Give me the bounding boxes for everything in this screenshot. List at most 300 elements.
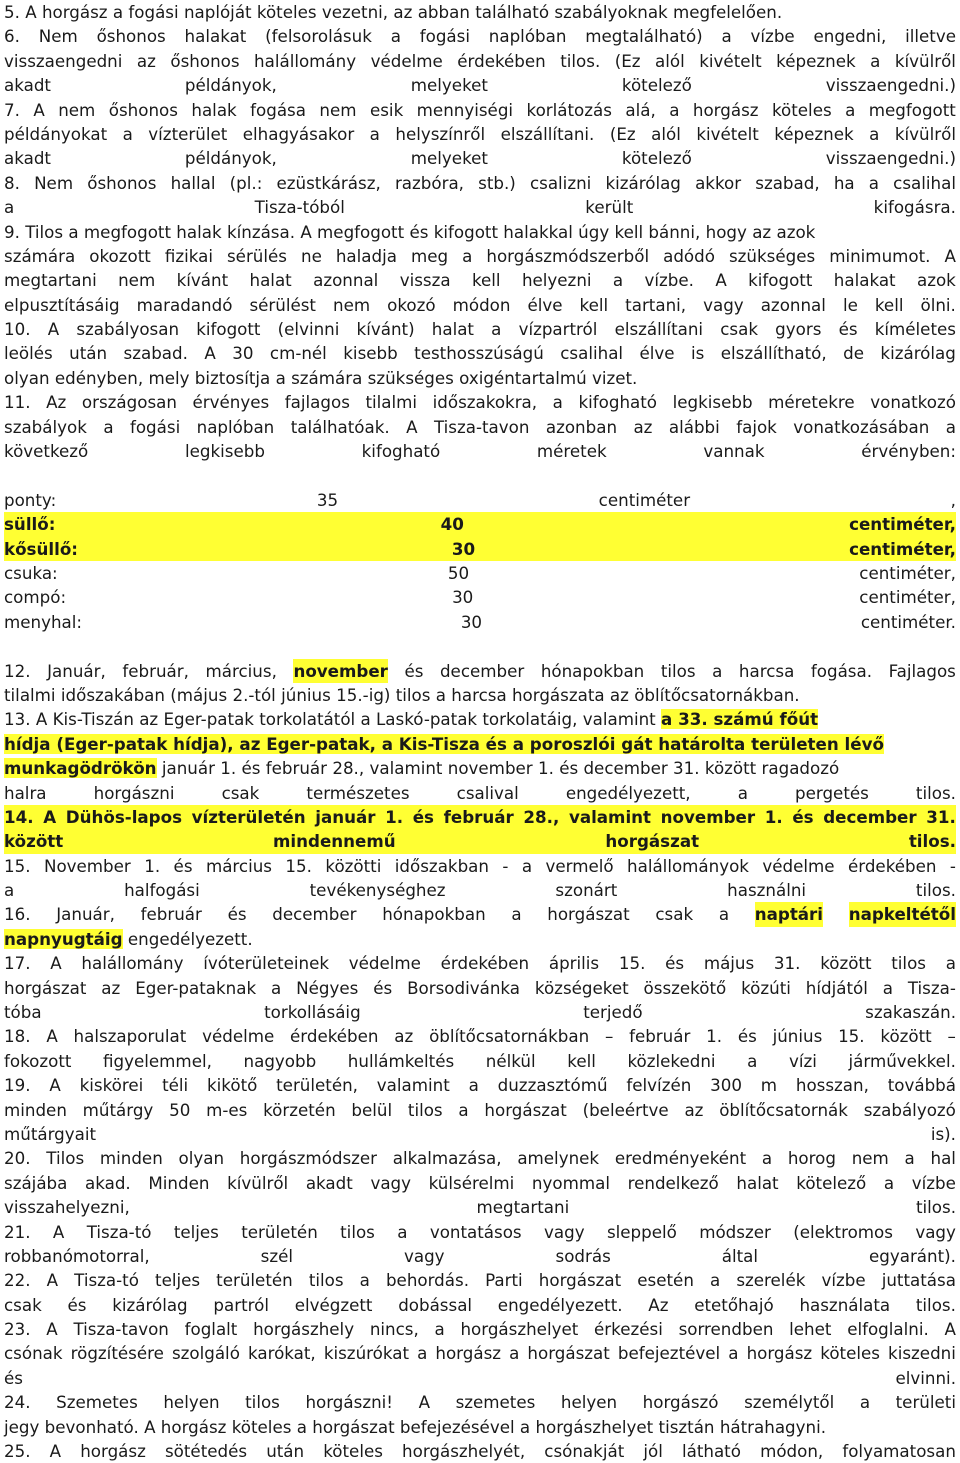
word: szájába <box>4 1172 68 1193</box>
word: elhagyásakor <box>242 123 355 144</box>
word: kell <box>471 270 501 291</box>
word: kifogásra. <box>873 197 956 218</box>
word: és <box>173 855 193 876</box>
word: méretek <box>536 441 607 462</box>
word: 28., <box>523 806 560 827</box>
word: nem <box>58 99 96 120</box>
word: számára <box>4 245 76 266</box>
word: horgászat <box>484 1099 567 1120</box>
word: fizikai <box>164 245 213 266</box>
text-segment: 5. A horgász a fogási naplóját köteles vezetni, az abban található szabályoknak megfelelően. <box>4 2 783 22</box>
word: Tisza-tó <box>86 1221 152 1242</box>
word: országosan <box>81 392 177 413</box>
word: szabályosan <box>76 319 180 340</box>
word: csak <box>221 782 260 803</box>
word: nagyobb <box>243 1050 317 1071</box>
word: amelynek <box>517 1148 600 1169</box>
word: csak <box>655 904 694 925</box>
word: eredményeként <box>614 1148 747 1169</box>
word: a <box>904 1148 915 1169</box>
word: halat <box>431 319 474 340</box>
word: a <box>870 50 881 71</box>
word: vízbe <box>911 1172 956 1193</box>
word: süllő: <box>4 514 56 535</box>
word: a <box>712 660 723 681</box>
word: a <box>552 392 563 413</box>
word: halak <box>191 99 237 120</box>
word: A <box>204 343 216 364</box>
highlighted-text: munkagödrökön <box>4 758 157 779</box>
text-line <box>4 293 956 317</box>
word: területén <box>241 1221 318 1242</box>
word: kell <box>579 294 609 315</box>
word: módon, <box>760 1441 824 1462</box>
word: kívülről <box>894 50 956 71</box>
word: maradandó <box>136 294 233 315</box>
word: compó: <box>4 587 67 608</box>
word: haladja <box>335 245 397 266</box>
word: járművekkel. <box>848 1050 956 1071</box>
word: a <box>511 904 522 925</box>
word: is). <box>930 1123 956 1144</box>
text-line <box>4 927 956 951</box>
word: tilos. <box>915 782 956 803</box>
word: téli <box>162 1075 189 1096</box>
word: csalihal <box>893 172 956 193</box>
word: tilos <box>891 953 926 974</box>
word: március, <box>205 660 277 681</box>
word: védelme <box>370 50 443 71</box>
word: napkeltétől <box>849 902 956 926</box>
word: A <box>46 1319 58 1340</box>
word: horgászat <box>547 904 630 925</box>
word: A <box>418 1392 430 1413</box>
word: vagy <box>915 1221 956 1242</box>
word: Tisza- <box>907 977 956 998</box>
word: február <box>443 806 514 827</box>
text-line <box>4 1244 956 1268</box>
word: elszállítani <box>614 319 704 340</box>
word: vonatkozó <box>870 392 956 413</box>
word: helyszínről <box>395 123 486 144</box>
blank-line <box>4 463 956 487</box>
word: centiméter. <box>860 611 956 632</box>
word: vízterületén <box>191 806 306 827</box>
word: természetes <box>306 782 410 803</box>
word: által <box>721 1245 759 1266</box>
word: alá, <box>625 99 656 120</box>
word: 14. <box>4 806 34 827</box>
word: őshonos <box>87 172 157 193</box>
text-segment: 9. Tilos a megfogott halak kínzása. A megfogott és kifogott halakkal úgy kell bánni, hogy az azok <box>4 221 816 242</box>
word: a <box>369 123 380 144</box>
word: Tisza-tó <box>74 1270 139 1291</box>
word: 12. <box>4 660 31 681</box>
word: fajok <box>736 416 777 437</box>
word: után <box>266 1441 305 1462</box>
blank-line <box>4 634 956 658</box>
word: 15. <box>4 855 31 876</box>
word: elvinni. <box>895 1367 956 1388</box>
word: kifogható <box>361 441 441 462</box>
word: példányokat <box>4 123 108 144</box>
word: szonárt <box>555 880 618 901</box>
word: érdekében <box>457 50 546 71</box>
word: ölni. <box>920 294 956 315</box>
word: a <box>434 1319 445 1340</box>
word: A <box>43 806 57 827</box>
word: közúti <box>741 977 791 998</box>
word: 11. <box>4 392 31 413</box>
word: Az <box>648 1294 669 1315</box>
text-line <box>4 1049 956 1073</box>
word: tilos <box>245 1392 280 1413</box>
word: 10. <box>4 319 31 340</box>
text-line <box>4 683 956 707</box>
word: robbanómotorral, <box>4 1245 150 1266</box>
word: olyan <box>178 1148 225 1169</box>
word: öblítőcsatornák <box>719 1099 848 1120</box>
word: érdekében <box>440 953 530 974</box>
word: nem <box>851 1148 889 1169</box>
word: rendelkező <box>627 1172 719 1193</box>
word: 15. <box>285 855 312 876</box>
word: fogása. <box>810 660 873 681</box>
word: érdekében <box>290 1026 379 1047</box>
text-line <box>4 49 956 73</box>
word: okozott <box>89 245 151 266</box>
word: műtárgyait <box>4 1123 97 1144</box>
word: kívánt <box>176 270 229 291</box>
word: - <box>949 855 956 876</box>
word: foglalt <box>184 1319 238 1340</box>
word: elszállítani. <box>500 123 595 144</box>
word: menyhal: <box>4 611 83 632</box>
word: horgászmódszerből <box>486 245 650 266</box>
word: képeznek <box>776 50 856 71</box>
word: január <box>315 806 376 827</box>
word: hullámkeltés <box>347 1050 455 1071</box>
word: az <box>101 977 121 998</box>
word: vermelő <box>545 855 614 876</box>
word: területén, <box>276 1075 358 1096</box>
word: hal <box>930 1148 956 1169</box>
word: vízi <box>789 1050 817 1071</box>
text-line <box>4 902 956 926</box>
word: vagy <box>544 1221 585 1242</box>
word: Január, <box>56 904 115 925</box>
word: halfogási <box>124 880 200 901</box>
word: tilos <box>340 1221 375 1242</box>
word: 40 <box>440 514 464 535</box>
text-line <box>4 390 956 414</box>
document-body <box>4 0 956 1463</box>
text-line <box>4 1195 956 1219</box>
word: módon <box>452 294 511 315</box>
word: vonatkozásában <box>793 416 930 437</box>
word: meg <box>411 245 449 266</box>
word: a <box>521 855 533 876</box>
word: sérülést <box>249 294 316 315</box>
word: valamint <box>376 1075 450 1096</box>
word: 15. <box>838 1026 865 1047</box>
word: m-es <box>206 1099 248 1120</box>
text-line <box>4 488 956 512</box>
word: csalihal <box>560 343 624 364</box>
word: szabad, <box>755 172 820 193</box>
word: a <box>728 1343 739 1364</box>
word: március <box>205 855 272 876</box>
word: - <box>502 855 509 876</box>
word: személytől <box>744 1392 835 1413</box>
word: visszaengedni.) <box>825 75 956 96</box>
word: és <box>412 806 434 827</box>
word: sorrendben <box>678 1319 774 1340</box>
word: cm-nél <box>269 343 327 364</box>
word: tilos <box>308 1270 344 1291</box>
word: találhatóak. <box>290 416 390 437</box>
word: Négyes <box>296 977 359 998</box>
word: a <box>747 1050 758 1071</box>
word: tilos. <box>560 50 601 71</box>
word: gyors <box>775 319 822 340</box>
word: juttatása <box>881 1270 956 1291</box>
word: Tisza-tóból <box>254 197 345 218</box>
text-line <box>4 1268 956 1292</box>
word: horgász <box>692 99 759 120</box>
word: ponty: <box>4 489 57 510</box>
word: fajlagos <box>284 392 350 413</box>
word: November <box>43 855 131 876</box>
word: 19. <box>4 1075 31 1096</box>
text-line <box>4 244 956 268</box>
text-line <box>4 1171 956 1195</box>
word: behordás. <box>385 1270 469 1291</box>
word: ezüstkárász, <box>276 172 381 193</box>
word: helyen <box>560 1392 618 1413</box>
word: tóba <box>4 1002 42 1023</box>
word: mindennemű <box>273 831 396 852</box>
word: torkollásáig <box>264 1002 361 1023</box>
word: 20. <box>4 1148 31 1169</box>
word: belül <box>351 1099 393 1120</box>
text-segment: jegy bevonható. A horgász köteles a horgászat befejezésével a horgászhelyet tisztán hátrahagyni. <box>4 1416 827 1437</box>
word: kifogott <box>196 319 261 340</box>
word: minden <box>99 1148 163 1169</box>
word: községeket <box>534 977 629 998</box>
word: kell <box>874 294 904 315</box>
word: egyaránt). <box>868 1245 956 1266</box>
word: hallal <box>170 172 216 193</box>
word: nem <box>333 294 371 315</box>
word: 17. <box>4 953 31 974</box>
word: fogási <box>129 416 181 437</box>
word: február, <box>122 660 189 681</box>
word: 30 <box>452 587 474 608</box>
word: került <box>585 197 634 218</box>
word: fokozott <box>4 1050 72 1071</box>
word: Nem <box>38 26 78 47</box>
word: és <box>373 977 393 998</box>
text-line <box>4 781 956 805</box>
word: kíméletes <box>874 319 956 340</box>
word: külsérelmi <box>428 1172 515 1193</box>
word: tilos <box>660 660 696 681</box>
word: példányok, <box>184 75 277 96</box>
word: a <box>710 1270 721 1291</box>
word: halállomány <box>254 50 357 71</box>
word: a <box>945 953 956 974</box>
word: védelme <box>762 855 835 876</box>
word: A <box>47 319 60 340</box>
word: A <box>406 416 418 437</box>
word: kötelező <box>621 75 692 96</box>
word: helyen <box>163 1392 220 1413</box>
word: is <box>690 343 705 364</box>
word: 50 <box>169 1099 191 1120</box>
word: és <box>67 1294 87 1315</box>
word: helyezni <box>521 270 592 291</box>
word: rögzítésére <box>70 1343 164 1364</box>
word: sleppelő <box>606 1221 677 1242</box>
word: után <box>69 343 108 364</box>
word: a <box>612 270 624 291</box>
word: horgászat <box>605 831 700 852</box>
word: (elvinni <box>277 319 340 340</box>
word: a <box>462 245 473 266</box>
word: horgászat <box>538 1270 622 1291</box>
text-line <box>4 585 956 609</box>
word: vissza <box>399 270 451 291</box>
word: de <box>843 343 864 364</box>
text-line <box>4 976 956 1000</box>
word: szabályok <box>4 416 87 437</box>
word: február <box>140 904 202 925</box>
word: visszaengedni <box>4 50 123 71</box>
word: december <box>823 806 917 827</box>
word: A <box>33 99 45 120</box>
word: használni <box>727 880 807 901</box>
word: kikötő <box>206 1075 258 1096</box>
word: területén <box>216 1270 293 1291</box>
word: vagy <box>370 1172 412 1193</box>
text-line <box>4 1000 956 1024</box>
word: Nem <box>34 172 74 193</box>
text-line <box>4 829 956 853</box>
text-line <box>4 0 956 24</box>
word: közlekedni <box>627 1050 716 1071</box>
word: 30 <box>232 343 254 364</box>
word: csak <box>720 319 758 340</box>
word: és <box>227 904 247 925</box>
word: következő <box>4 441 89 462</box>
word: horgászhely <box>253 1319 355 1340</box>
word: A <box>49 1075 61 1096</box>
word: duzzasztómű <box>497 1075 608 1096</box>
text-line <box>4 1073 956 1097</box>
text-line <box>4 512 956 536</box>
word: műtárgy <box>82 1099 154 1120</box>
word: illetve <box>905 26 956 47</box>
word: visszahelyezni, <box>4 1197 130 1218</box>
word: horgászni <box>93 782 175 803</box>
word: hónapokban <box>382 904 486 925</box>
word: minden <box>4 1099 67 1120</box>
text-line <box>4 756 956 780</box>
word: ívóterületeinek <box>203 953 330 974</box>
word: leölés <box>4 343 53 364</box>
word: elszállítható, <box>720 343 827 364</box>
text-line <box>4 1439 956 1463</box>
word: az <box>633 416 653 437</box>
word: között <box>880 1026 932 1047</box>
word: szél <box>260 1245 294 1266</box>
text-line <box>4 805 956 829</box>
word: kötelező <box>621 148 692 169</box>
word: csónak <box>4 1343 63 1364</box>
word: halat <box>736 1172 779 1193</box>
word: érvényes <box>192 392 270 413</box>
word: megtartani <box>4 270 97 291</box>
word: 23. <box>4 1319 31 1340</box>
word: vagy <box>403 1245 445 1266</box>
word: élve <box>639 343 675 364</box>
word: stb.) <box>478 172 516 193</box>
word: használata <box>799 1294 891 1315</box>
word: 15. <box>618 953 646 974</box>
word: akad. <box>85 1172 131 1193</box>
word: 31. <box>773 953 801 974</box>
word: és <box>737 1026 757 1047</box>
text-line <box>4 1220 956 1244</box>
text-line <box>4 561 956 585</box>
word: akadt <box>305 1172 353 1193</box>
word: A <box>50 953 62 974</box>
word: csuka: <box>4 562 58 583</box>
word: A <box>944 245 956 266</box>
word: mennyiségi <box>416 99 514 120</box>
word: az <box>136 50 156 71</box>
word: 7. <box>4 99 20 120</box>
word: a <box>122 123 133 144</box>
word: horgász <box>746 1343 813 1364</box>
word: 21. <box>4 1221 31 1242</box>
word: szakaszán. <box>865 1002 956 1023</box>
word: dobással <box>398 1294 473 1315</box>
word: 31. <box>926 806 956 827</box>
word: alól <box>651 123 681 144</box>
word: felvízén <box>626 1075 692 1096</box>
text-segment: tilalmi időszakában (május 2.-tól június 15.-ig) tilos a harcsa horgászata az öblítőcsatornákban. <box>4 684 800 705</box>
word: a <box>859 1392 871 1413</box>
word: figyelemmel, <box>103 1050 212 1071</box>
text-segment: olyan edényben, mely biztosítja a számára szükséges oxigéntartalmú vizet. <box>4 367 638 388</box>
word: halállomány <box>81 953 184 974</box>
word: összekötő <box>643 977 727 998</box>
word: és <box>792 806 814 827</box>
word: halakat <box>184 26 247 47</box>
word: szerelék <box>736 1270 806 1291</box>
word: és <box>4 1367 23 1388</box>
word: a <box>103 416 114 437</box>
word: vannak <box>703 441 765 462</box>
word: kizárólag <box>605 172 681 193</box>
word: a <box>359 1270 370 1291</box>
text-line <box>4 268 956 292</box>
word: csalival <box>456 782 519 803</box>
word: alkalmazása, <box>392 1148 502 1169</box>
text-line <box>4 220 956 244</box>
